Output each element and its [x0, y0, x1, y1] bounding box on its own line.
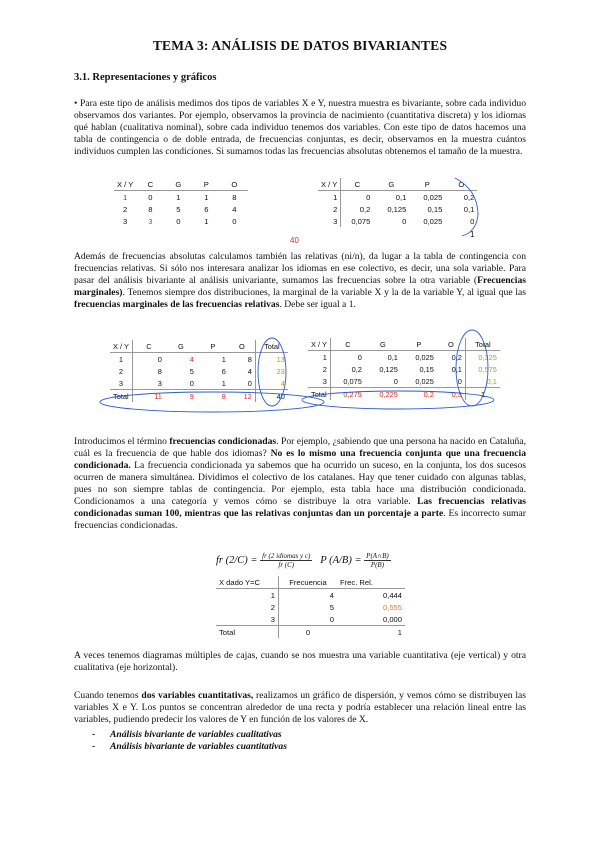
paragraph-boxplots: A veces tenemos diagramas múltiples de cajas, cuando se nos muestra una variable cuantitativa (eje vertical) y otra cualitativa (eje horizontal).	[74, 650, 526, 673]
col-header: C	[341, 178, 374, 191]
ellipse-annotation	[455, 178, 478, 236]
table-cell: 0,075	[343, 376, 362, 386]
table-cell: 0	[393, 376, 398, 386]
table-cell: 4	[247, 366, 252, 376]
table-cell: 0,1	[387, 352, 398, 362]
col-header: Total	[255, 340, 288, 353]
table-cell: 0	[402, 216, 407, 226]
row-label: 1	[123, 192, 128, 202]
col-header: X / Y	[114, 178, 136, 191]
table-cell: 0	[232, 216, 237, 226]
table-cell: 0	[176, 216, 181, 226]
table-cell: 8	[157, 366, 162, 376]
table-cell: 8	[247, 354, 252, 364]
table-cell: 0,555	[382, 602, 402, 612]
fraction-numerator: P(A∩B)	[366, 552, 389, 560]
table-cell: 4	[189, 354, 194, 364]
table-header-row	[216, 576, 405, 589]
table-cell: 0	[470, 216, 475, 226]
table-cell: 0,2	[359, 204, 371, 214]
table-cell: 0,275	[330, 388, 365, 401]
fraction	[260, 552, 312, 569]
table-cell: 0,575	[465, 363, 500, 375]
table-cell: 0,2	[463, 192, 475, 202]
row-label: 2	[318, 203, 341, 215]
table-cell: 0,1	[451, 364, 462, 374]
formula-conditional	[216, 552, 391, 569]
row-label: 2	[123, 204, 128, 214]
table-cell: 6	[204, 204, 209, 214]
table-cell: 5	[329, 602, 334, 612]
col-header: X / Y	[318, 178, 341, 191]
table-cell: 0,325	[465, 351, 500, 364]
table-cell: 4	[255, 377, 288, 390]
table-cell: 0,2	[401, 388, 437, 401]
col-header: C	[132, 340, 165, 353]
list-item: - Análisis bivariante de variables cualitativas	[92, 729, 282, 740]
ellipse-annotation	[258, 338, 286, 406]
row-label: 2	[216, 601, 279, 613]
table-cell: 0	[148, 192, 153, 202]
fraction	[364, 552, 391, 569]
row-label: 1	[308, 351, 330, 364]
total-annotation: 1	[470, 230, 475, 239]
row-label: 2	[110, 365, 132, 377]
table-cell: 1	[204, 216, 209, 226]
table-cell: 4	[232, 204, 237, 214]
row-label: 1	[110, 353, 132, 366]
table-cell: 0	[247, 378, 252, 388]
table-row	[216, 613, 405, 626]
table-cell: 8	[197, 390, 229, 403]
table-cell: 0	[279, 626, 338, 639]
table-cell: 1	[337, 626, 405, 639]
row-label: 1	[318, 191, 341, 204]
text-run-bold: Las frecuencias relativas condicionadas suman 100, mientras que las relativas conjuntas dan un porcentaje a parte	[74, 496, 527, 519]
table-cell: 0	[329, 614, 334, 624]
col-header: O	[445, 178, 477, 191]
ellipse-annotation	[302, 391, 494, 409]
col-header: O	[229, 340, 256, 353]
text-run: . Es incorrecto sumar frecuencias condicionadas.	[74, 508, 526, 531]
ellipse-annotation	[100, 392, 324, 412]
text-run: . Por ejemplo, ¿sabiendo que una persona ha nacido en Cataluña, cuál es la frecuencia de que hable dos idiomas?	[74, 436, 526, 459]
fraction-numerator: fr (2 idiomas y c)	[262, 552, 311, 560]
col-header: P	[409, 178, 445, 191]
table-cell: 1	[221, 354, 226, 364]
table-cell: 0,125	[387, 204, 407, 214]
text-run-bold: frecuencias marginales de las frecuencias relativas	[74, 299, 280, 310]
bullet-list	[92, 729, 287, 753]
table-cell: 6	[221, 366, 226, 376]
table-conditional	[216, 576, 405, 638]
table-cell: 9	[165, 390, 197, 403]
text-run-bold: Frecuencias marginales)	[74, 275, 526, 298]
section-heading: 3.1. Representaciones y gráficos	[74, 72, 217, 83]
col-header: X / Y	[308, 338, 330, 351]
row-label: Total	[308, 388, 330, 401]
table-cell: 3	[148, 216, 153, 226]
col-header: Frec. Rel.	[337, 576, 405, 589]
table-cell: 0,15	[419, 364, 434, 374]
paragraph-scatter	[74, 690, 526, 726]
table-cell: 0,2	[351, 364, 362, 374]
col-header: X dado Y=C	[216, 576, 279, 589]
col-header: G	[365, 338, 401, 351]
table-row	[216, 589, 405, 602]
table-cell: 11	[132, 390, 165, 403]
table-cell: 0,000	[382, 614, 402, 624]
table-cell: 4	[329, 590, 334, 600]
table-cell: 1	[204, 192, 209, 202]
table-cell: 0,1	[463, 204, 475, 214]
text-run: Cuando tenemos	[74, 690, 142, 701]
text-run-bold: dos variables cuantitativas,	[141, 690, 254, 701]
table-cell: 1	[176, 192, 181, 202]
col-header: Frecuencia	[279, 576, 338, 589]
col-header: G	[165, 340, 197, 353]
row-label: 3	[216, 613, 279, 626]
row-label: 3	[318, 215, 341, 227]
text-run: La frecuencia condicionada ya sabemos que ha ocurrido un suceso, en la conjunta, los dos sucesos ocurren de manera simultánea. Dividimos el colectivo de los catalanes. Hay que tener cuidado con algunas tablas, pues no son siempre tablas de contingencia. Por ejemplo, esta tabla hace una distribución condicionada. Condicionamos a una categoría y vemos cómo se distribuye la otra variable.	[74, 460, 526, 507]
fraction-denominator: P(B)	[370, 561, 385, 569]
col-header: C	[136, 178, 164, 191]
col-header: P	[197, 340, 229, 353]
table-cell: 3	[157, 378, 162, 388]
page-title: TEMA 3: ANÁLISIS DE DATOS BIVARIANTES	[152, 38, 448, 53]
table-cell: 23	[255, 365, 288, 377]
table-row	[216, 601, 405, 613]
col-header: C	[330, 338, 365, 351]
table-cell: 5	[176, 204, 181, 214]
table-cell: 0,075	[351, 216, 371, 226]
list-item: - Análisis bivariante de variables cuantitativas	[92, 741, 287, 752]
table-cell: 0,2	[451, 352, 462, 362]
fraction-denominator: fr (C)	[278, 561, 295, 569]
table-cell: 40	[255, 390, 288, 403]
row-label: 3	[123, 216, 128, 226]
text-run: . Debe ser igual a 1.	[279, 299, 356, 310]
row-label: Total	[110, 390, 132, 403]
table-cell: 0,025	[423, 216, 443, 226]
table-cell: 0	[157, 354, 162, 364]
table-cell: 0,225	[365, 388, 401, 401]
table-cell: 12	[229, 390, 256, 403]
col-header: X / Y	[110, 340, 132, 353]
table-cell: 8	[232, 192, 237, 202]
table-cell: 0	[189, 378, 194, 388]
table-cell: 0,125	[379, 364, 398, 374]
col-header: G	[373, 178, 409, 191]
total-annotation: 40	[290, 236, 299, 245]
col-header: O	[437, 338, 466, 351]
paragraph-conditional	[74, 436, 526, 532]
table-cell: 5	[189, 366, 194, 376]
list-item-text: Análisis bivariante de variables cualitativas	[110, 729, 282, 740]
text-run: Además de frecuencias absolutas calculamos también las relativas (ni/n), da lugar a la tabla de contingencia con frecuencias relativas. Si sólo nos interesara analizar los idiomas en ese colectivo, es decir, una sola variable. Para pasar del análisis bivariante al análisis univariante, sumamos las frecuencias sobre la otra variable (	[74, 251, 526, 286]
text-run-bold: frecuencias condicionadas	[169, 436, 277, 447]
text-run: Introducimos el término	[74, 436, 170, 447]
col-header: G	[164, 178, 192, 191]
row-label: 1	[216, 589, 279, 602]
col-header: P	[401, 338, 437, 351]
formula-lhs: fr (2/C) =	[216, 554, 258, 566]
col-header: P	[192, 178, 220, 191]
table-cell: 0	[457, 376, 462, 386]
row-label: 3	[110, 377, 132, 390]
table-cell: 0,025	[423, 192, 443, 202]
table-cell: 0,15	[427, 204, 443, 214]
table-cell: 0,025	[415, 352, 434, 362]
row-label: 3	[308, 375, 330, 388]
row-label: 2	[308, 363, 330, 375]
formula-lhs: P (A/B) =	[320, 554, 362, 566]
table-cell: 1	[221, 378, 226, 388]
list-item-text: Análisis bivariante de variables cuantitativas	[110, 741, 287, 752]
table-cell: 0,1	[395, 192, 407, 202]
text-run: realizamos un gráfico de dispersión, y vemos cómo se distribuyen las variables X e Y. Los puntos se concentran alrededor de una recta y podría establecer una relación lineal entre las variables, pudiendo predecir los valores de Y en función de los valores de X.	[74, 690, 526, 725]
table-cell: 1	[465, 388, 500, 401]
col-header: Total	[465, 338, 500, 351]
table-cell: 0	[366, 192, 371, 202]
text-run-bold: No es lo mismo una frecuencia conjunta que una frecuencia condicionada.	[74, 448, 526, 471]
text-run: . Tenemos siempre dos distribuciones, la marginal de la variable X y la de la variable Y, al igual que las	[122, 287, 526, 298]
table-total-row	[216, 626, 405, 639]
col-header: O	[220, 178, 248, 191]
table-cell: 0,025	[415, 376, 434, 386]
table-cell: 13	[255, 353, 288, 366]
table-cell: 0,3	[437, 388, 466, 401]
paragraph-intro: • Para este tipo de análisis medimos dos tipos de variables X e Y, nuestra muestra es bivariante, sobre cada individuo observamos dos variantes. Por ejemplo, observamos la provincia de nacimiento (cuantitativa discreta) y los idiomas qué hablan (cualitativa nominal), sobre cada individuo tenemos dos variables. Con este tipo de datos hacemos una tabla de contingencia o de doble entrada, de frecuencias conjuntas, es decir, observamos en la muestra cuántos individuos cumplen las condiciones. Si sumamos todas las frecuencias absolutas obtenemos el tamaño de la muestra.	[74, 98, 526, 157]
table-cell: 8	[148, 204, 153, 214]
row-label: Total	[216, 626, 279, 639]
table-cell: 0,1	[465, 375, 500, 388]
table-cell: 0,444	[382, 590, 402, 600]
table-cell: 0	[357, 352, 362, 362]
